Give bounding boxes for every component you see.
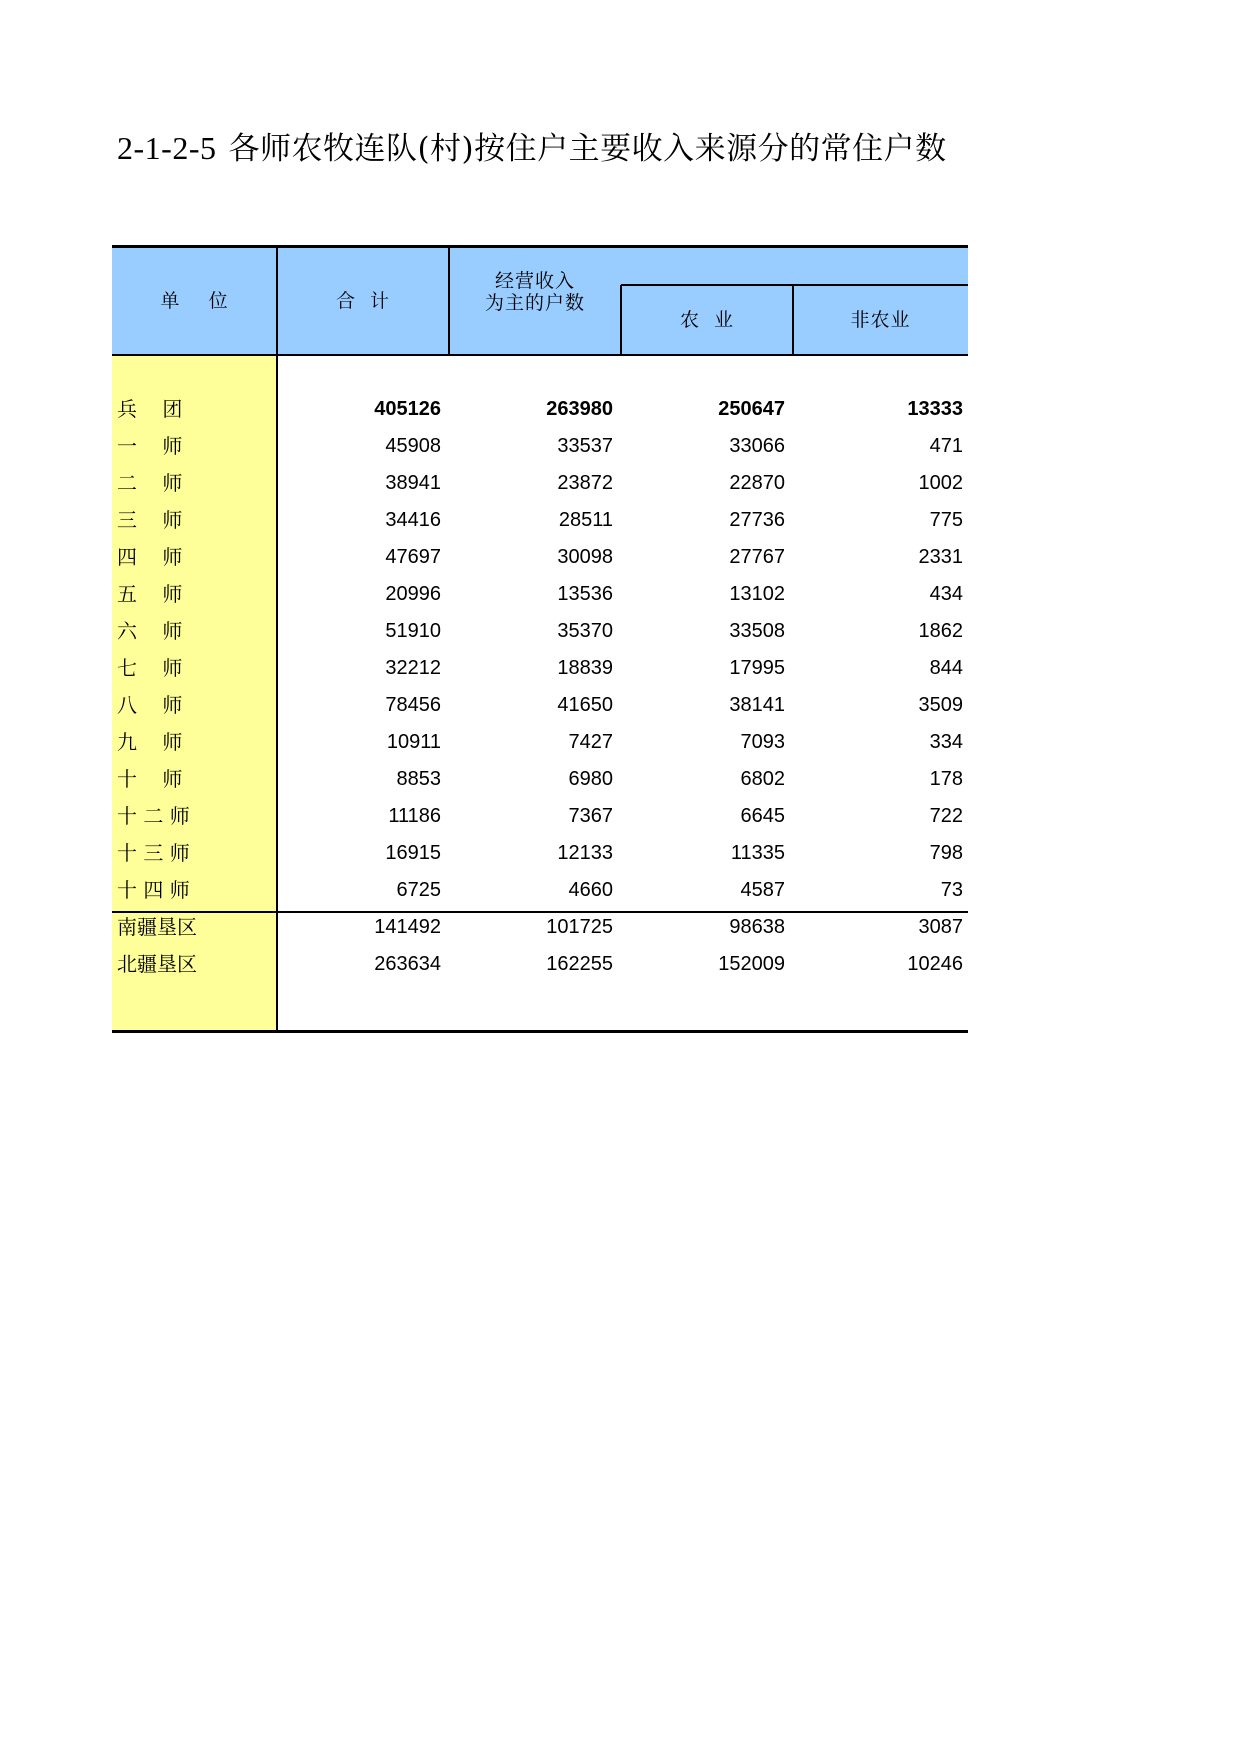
agri-column-rule <box>620 285 622 355</box>
cell-operating: 18839 <box>557 657 613 679</box>
cell-total: 11186 <box>388 805 441 827</box>
cell-operating: 41650 <box>557 694 613 716</box>
table-title <box>117 128 947 169</box>
cell-agri: 4587 <box>740 879 785 901</box>
cell-total: 51910 <box>385 620 441 642</box>
row-unit-name: 八 师 <box>117 693 183 717</box>
cell-agri: 7093 <box>740 731 785 753</box>
cell-operating: 23872 <box>557 472 613 494</box>
cell-total: 34416 <box>385 509 441 531</box>
table-row <box>112 724 968 761</box>
cell-total: 78456 <box>385 694 441 716</box>
cell-operating: 30098 <box>557 546 613 568</box>
cell-agri: 152009 <box>718 953 785 975</box>
cell-nonagri: 798 <box>929 842 963 864</box>
cell-nonagri: 844 <box>929 657 963 679</box>
cell-agri: 33508 <box>729 620 785 642</box>
row-unit-name: 四 师 <box>117 545 183 569</box>
table-row <box>112 909 968 946</box>
table-row <box>112 576 968 613</box>
cell-total: 141492 <box>374 916 441 938</box>
cell-operating: 35370 <box>557 620 613 642</box>
cell-agri: 22870 <box>729 472 785 494</box>
cell-nonagri: 178 <box>929 768 963 790</box>
cell-nonagri: 13333 <box>907 398 963 420</box>
row-unit-name: 北疆垦区 <box>117 952 197 976</box>
header-bottom-rule <box>112 354 968 356</box>
cell-total: 10911 <box>386 731 441 753</box>
cell-total: 32212 <box>385 657 441 679</box>
table-row <box>112 613 968 650</box>
table-row <box>112 391 968 428</box>
row-unit-name: 兵 团 <box>117 397 183 421</box>
cell-total: 6725 <box>396 879 441 901</box>
cell-operating: 6980 <box>568 768 613 790</box>
header-total: 合 计 <box>335 290 391 312</box>
cell-agri: 27736 <box>729 509 785 531</box>
row-unit-name: 南疆垦区 <box>117 915 197 939</box>
cell-total: 20996 <box>385 583 441 605</box>
table-row <box>112 872 968 909</box>
total-column-rule <box>448 247 450 355</box>
cell-operating: 101725 <box>546 916 613 938</box>
cell-operating: 263980 <box>546 398 613 420</box>
cell-total: 405126 <box>374 398 441 420</box>
cell-agri: 27767 <box>729 546 785 568</box>
header-nonagri: 非农业 <box>850 309 911 331</box>
cell-operating: 12133 <box>557 842 613 864</box>
cell-nonagri: 334 <box>929 731 963 753</box>
cell-agri: 98638 <box>729 916 785 938</box>
row-unit-name: 六 师 <box>117 619 183 643</box>
cell-nonagri: 10246 <box>907 953 963 975</box>
cell-agri: 11335 <box>730 842 785 864</box>
cell-nonagri: 1002 <box>918 472 963 494</box>
cell-nonagri: 434 <box>929 583 963 605</box>
table-row <box>112 761 968 798</box>
row-unit-name: 十 二 师 <box>117 804 190 828</box>
row-unit-name: 十 三 师 <box>117 841 190 865</box>
cell-agri: 33066 <box>729 435 785 457</box>
row-unit-name: 七 师 <box>117 656 183 680</box>
row-unit-name: 一 师 <box>117 434 183 458</box>
cell-operating: 33537 <box>557 435 613 457</box>
header-agri: 农 业 <box>679 309 735 331</box>
cell-nonagri: 2331 <box>918 546 963 568</box>
row-unit-name: 十 四 师 <box>117 878 190 902</box>
cell-total: 8853 <box>396 768 441 790</box>
table-title-text: 各师农牧连队(村)按住户主要收入来源分的常住户数 <box>228 131 947 167</box>
table-row <box>112 798 968 835</box>
table-row <box>112 428 968 465</box>
cell-agri: 13102 <box>729 583 785 605</box>
cell-agri: 6802 <box>740 768 785 790</box>
bottom-rule <box>112 1030 968 1033</box>
cell-total: 263634 <box>374 953 441 975</box>
row-unit-name: 九 师 <box>117 730 183 754</box>
cell-nonagri: 73 <box>940 879 963 901</box>
cell-nonagri: 722 <box>929 805 963 827</box>
table-code: 2-1-2-5 <box>117 130 217 166</box>
cell-nonagri: 3509 <box>918 694 963 716</box>
nonagri-column-rule <box>792 285 794 355</box>
cell-total: 16915 <box>385 842 441 864</box>
cell-nonagri: 775 <box>929 509 963 531</box>
table-row <box>112 465 968 502</box>
header-operating: 经营收入 为主的户数 <box>484 270 585 314</box>
row-unit-name: 五 师 <box>117 582 183 606</box>
cell-agri: 250647 <box>718 398 785 420</box>
cell-operating: 28511 <box>558 509 613 531</box>
data-table <box>112 247 968 1033</box>
cell-operating: 13536 <box>557 583 613 605</box>
subheader-rule <box>621 284 968 286</box>
cell-total: 38941 <box>385 472 441 494</box>
cell-operating: 7427 <box>568 731 613 753</box>
table-row <box>112 946 968 983</box>
row-unit-name: 十 师 <box>117 767 183 791</box>
cell-nonagri: 471 <box>929 435 963 457</box>
cell-operating: 162255 <box>546 953 613 975</box>
cell-operating: 4660 <box>568 879 613 901</box>
cell-nonagri: 1862 <box>918 620 963 642</box>
cell-nonagri: 3087 <box>918 916 963 938</box>
cell-total: 47697 <box>385 546 441 568</box>
cell-agri: 38141 <box>729 694 785 716</box>
table-row <box>112 650 968 687</box>
table-row <box>112 835 968 872</box>
row-unit-name: 三 师 <box>117 508 183 532</box>
header-unit: 单 位 <box>160 290 229 312</box>
top-rule <box>112 245 968 248</box>
row-unit-name: 二 师 <box>117 471 183 495</box>
cell-operating: 7367 <box>568 805 613 827</box>
table-row <box>112 539 968 576</box>
cell-agri: 6645 <box>740 805 785 827</box>
table-row <box>112 687 968 724</box>
cell-agri: 17995 <box>729 657 785 679</box>
table-row <box>112 502 968 539</box>
cell-total: 45908 <box>385 435 441 457</box>
